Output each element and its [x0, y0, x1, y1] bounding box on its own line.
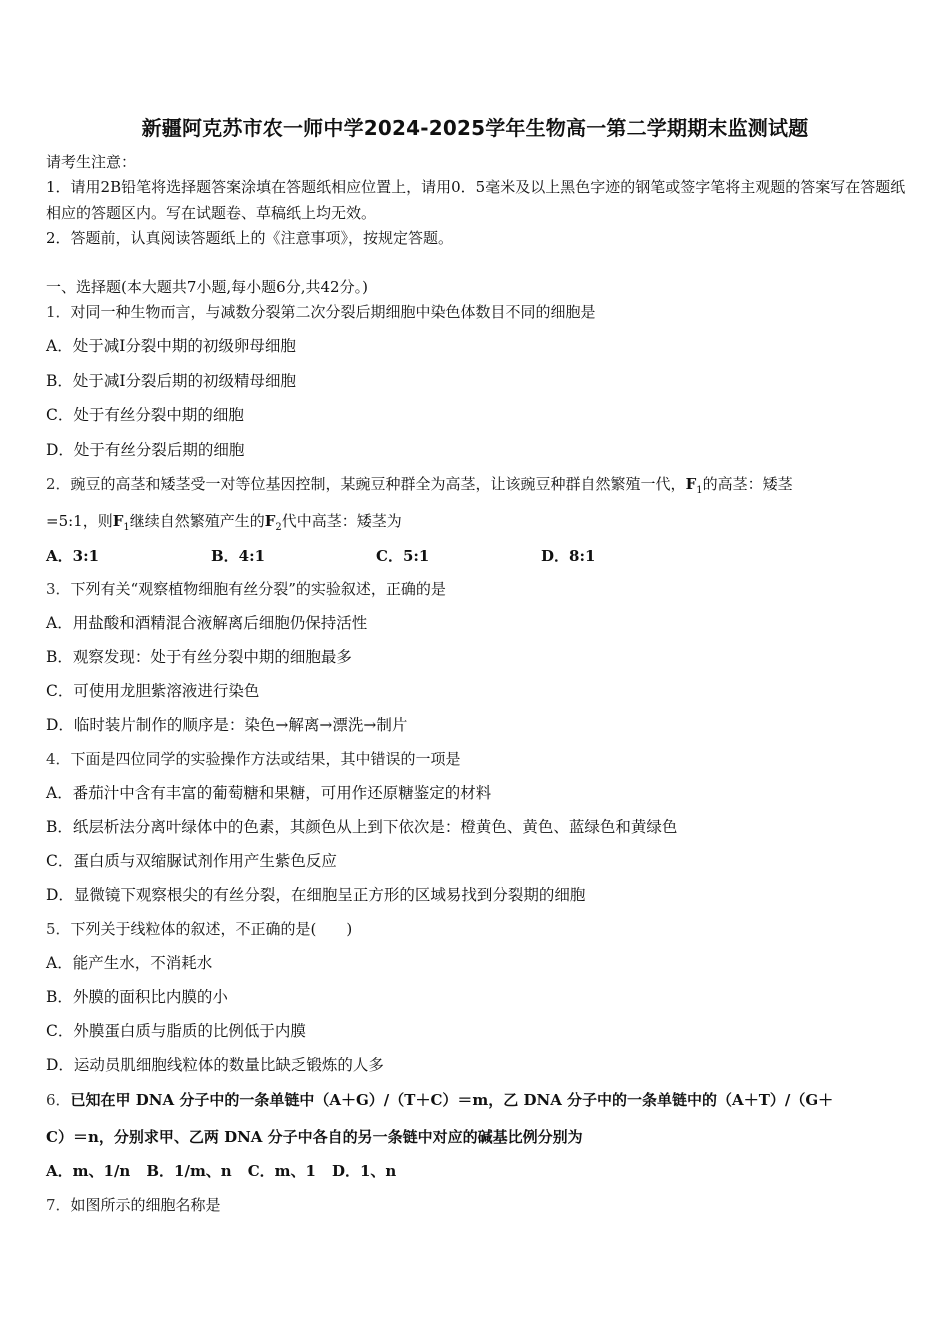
- notice-item-2: 2．答题前，认真阅读答题纸上的《注意事项》，按规定答题。: [46, 229, 454, 247]
- question-number: 4．: [46, 750, 71, 768]
- q5-option-b: B．外膜的面积比内膜的小: [46, 988, 228, 1006]
- section-heading: 一、选择题(本大题共7小题,每小题6分,共42分。): [46, 278, 368, 296]
- question-2-cont: [46, 511, 906, 538]
- question-stem-part: 豌豆的高茎和矮茎受一对等位基因控制，某豌豆种群全为高茎，让该豌豆种群自然繁殖一代，: [70, 475, 686, 493]
- q1-option-a: A．处于减Ⅰ分裂中期的初级卵母细胞: [46, 337, 296, 355]
- question-stem-part: 已知在甲 DNA 分子中的一条单链中（A＋G）/（T＋C）＝m，乙 DNA 分子中的一条单链中的（A＋T）/（G＋: [70, 1091, 834, 1109]
- subscript: 1: [696, 485, 703, 496]
- q5-option-a: A．能产生水，不消耗水: [46, 954, 213, 972]
- q4-option-c: C．蛋白质与双缩脲试剂作用产生紫色反应: [46, 852, 337, 870]
- q6-option-a: A．m、1/n: [46, 1162, 131, 1180]
- q6-options: [46, 1161, 906, 1181]
- question-stem: 对同一种生物而言，与减数分裂第二次分裂后期细胞中染色体数目不同的细胞是: [70, 303, 596, 321]
- f-symbol: F: [112, 512, 124, 530]
- question-stem-part: 的高茎：矮茎: [702, 475, 793, 493]
- question-stem-part: =5:1，则: [46, 512, 113, 530]
- q6-option-b: B．1/m、n: [146, 1162, 232, 1180]
- q2-option-c: C．5:1: [376, 547, 430, 565]
- question-2: [46, 474, 906, 501]
- question-3: [46, 579, 906, 599]
- q2-option-a: A．3:1: [46, 547, 100, 565]
- q5-option-d: D．运动员肌细胞线粒体的数量比缺乏锻炼的人多: [46, 1056, 384, 1074]
- question-stem: 下列有关“观察植物细胞有丝分裂”的实验叙述，正确的是: [70, 580, 446, 598]
- subscript: 2: [275, 522, 282, 533]
- question-1: [46, 302, 906, 322]
- q1-option-b: B．处于减Ⅰ分裂后期的初级精母细胞: [46, 372, 297, 390]
- q1-option-d: D．处于有丝分裂后期的细胞: [46, 441, 245, 459]
- question-4: [46, 749, 906, 769]
- question-stem: 下列关于线粒体的叙述，不正确的是( ): [70, 920, 353, 938]
- question-number: 3．: [46, 580, 71, 598]
- q4-option-b: B．纸层析法分离叶绿体中的色素，其颜色从上到下依次是：橙黄色、黄色、蓝绿色和黄绿色: [46, 818, 678, 836]
- question-number: 1．: [46, 303, 71, 321]
- q5-option-c: C．外膜蛋白质与脂质的比例低于内膜: [46, 1022, 306, 1040]
- q1-option-c: C．处于有丝分裂中期的细胞: [46, 406, 244, 424]
- f-symbol: F: [685, 475, 697, 493]
- page-title: 新疆阿克苏市农一师中学2024-2025学年生物高一第二学期期末监测试题: [141, 116, 809, 140]
- q4-option-a: A．番茄汁中含有丰富的葡萄糖和果糖，可用作还原糖鉴定的材料: [46, 784, 492, 802]
- question-7: [46, 1195, 906, 1215]
- q2-option-b: B．4:1: [211, 547, 266, 565]
- question-6-cont: C）＝n，分别求甲、乙两 DNA 分子中各自的另一条链中对应的碱基比例分别为: [46, 1128, 583, 1146]
- question-number: 5．: [46, 920, 71, 938]
- q6-option-c: C．m、1: [247, 1162, 316, 1180]
- question-number: 6．: [46, 1091, 71, 1109]
- q3-option-d: D．临时装片制作的顺序是：染色→解离→漂洗→制片: [46, 716, 408, 734]
- f-symbol: F: [264, 512, 276, 530]
- question-6: [46, 1090, 906, 1110]
- subscript: 1: [123, 522, 130, 533]
- q2-options: [46, 546, 906, 566]
- q2-option-d: D．8:1: [541, 547, 596, 565]
- notice-heading: 请考生注意：: [46, 153, 137, 171]
- q4-option-d: D．显微镜下观察根尖的有丝分裂，在细胞呈正方形的区域易找到分裂期的细胞: [46, 886, 586, 904]
- question-5: [46, 919, 906, 939]
- q3-option-b: B．观察发现：处于有丝分裂中期的细胞最多: [46, 648, 352, 666]
- question-stem-part: 代中高茎：矮茎为: [281, 512, 402, 530]
- q6-option-d: D．1、n: [331, 1162, 397, 1180]
- question-stem-part: 继续自然繁殖产生的: [129, 512, 265, 530]
- question-number: 2．: [46, 475, 71, 493]
- q3-option-a: A．用盐酸和酒精混合液解离后细胞仍保持活性: [46, 614, 368, 632]
- question-stem: 如图所示的细胞名称是: [70, 1196, 221, 1214]
- notice-item-1: 1．请用2B铅笔将选择题答案涂填在答题纸相应位置上，请用0．5毫米及以上黑色字迹的钢笔或签字笔将主观题的答案写在答题纸相应的答题区内。写在试题卷、草稿纸上均无效。: [46, 178, 906, 222]
- q3-option-c: C．可使用龙胆紫溶液进行染色: [46, 682, 260, 700]
- question-number: 7．: [46, 1196, 71, 1214]
- question-stem: 下面是四位同学的实验操作方法或结果，其中错误的一项是: [70, 750, 461, 768]
